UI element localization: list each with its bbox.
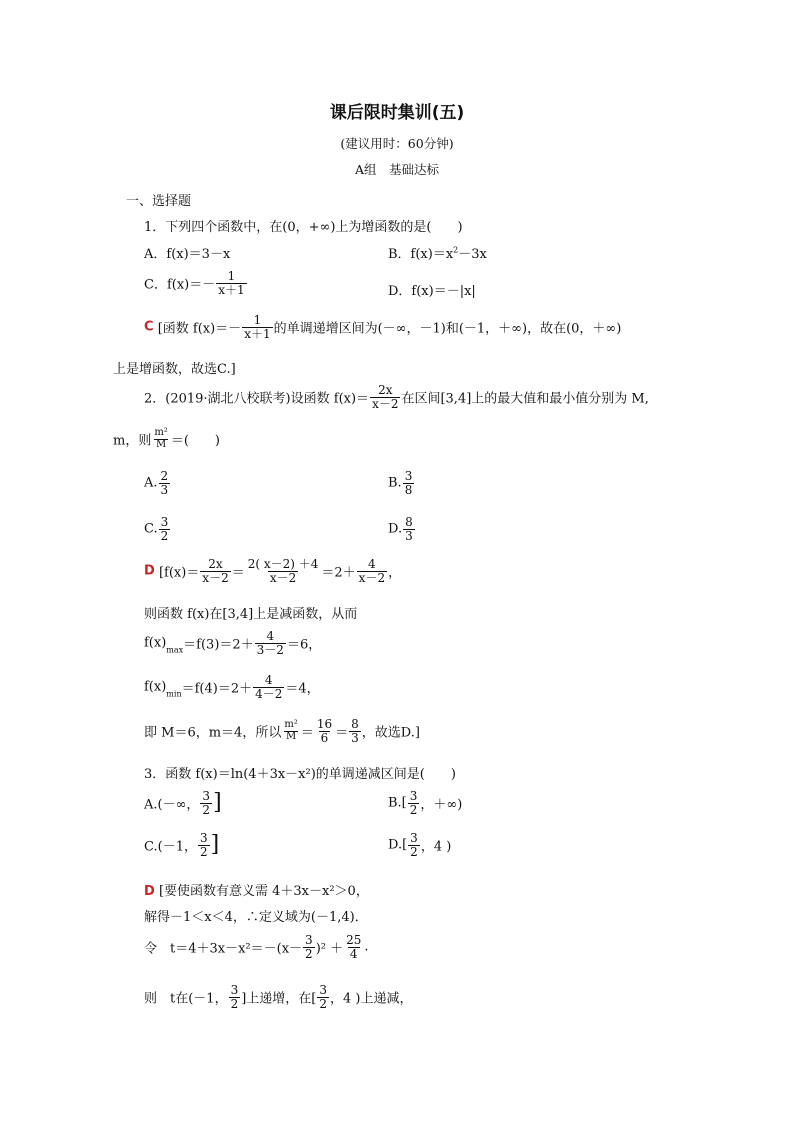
q2-solution-line5: 即 M＝6，m＝4，所以 $\frac{\text{m²}}{M}$ ＝ $\frac{16}{6}$ ＝ $\frac{8}{3}$ ，故选D.] [144,717,420,745]
q1-answer: C [144,319,154,335]
q3-solution-line4: 则 t在(－1， $\frac{3}{2}$ ]上递增，在[ $\frac{3}{2}$ ，4 )上递减， [144,983,413,1011]
q2-option-d: D. $\frac{8}{3}$ [388,515,413,543]
section-heading: 一、选择题 [126,194,192,209]
time-note: (建议用时：60分钟) [340,136,454,151]
page-title: 课后限时集训(五) [329,103,465,123]
q3-solution-line1: D [要使函数有意义需 4＋3x－x²＞0， [144,884,369,899]
q1-solution: C [函数 f(x)＝－ $\frac{1}{x+1}$ 的单调递增区间为(－∞，－1)和(－1，＋∞)，故在(0，＋∞) [144,313,622,341]
q1-option-d: D．f(x)＝－|x| [388,284,476,299]
q1-option-c: C．f(x)＝－ $\frac{1}{x+1}$ [144,269,245,297]
q3-option-a: A.(－∞， $\frac{3}{2}$ ] [144,789,222,817]
q3-solution-line2: 解得－1＜x＜4，∴定义域为(－1,4)． [144,910,368,925]
q2-solution-line3: $f(x)_{max}=f(3)=2+$ $\frac{4}{3-2}$ ＝6， [144,629,322,657]
q3-solution-line3: 令 t＝4＋3x－x²＝－(x－ $\frac{3}{2}$ )² ＋ $\frac{25}{4}$ . [144,933,369,961]
q2-solution-line1: D [f(x)＝ $\frac{2x}{x-2}$ ＝ $\frac{2( x-2) +4}{x-2}$ ＝2＋ $\frac{4}{x-2}$ ， [144,557,402,585]
q2-solution-line4: $f(x)_{min}=f(4)=2+$ $\frac{4}{4-2}$ ＝4， [144,673,320,701]
group-heading: A组 基础达标 [354,162,440,177]
q3-option-b: B.[ $\frac{3}{2}$ ，＋∞) [388,789,463,817]
q3-option-d: D.[ $\frac{3}{2}$ ，4 ) [388,831,452,859]
q2-option-c: C. $\frac{3}{2}$ [144,515,169,543]
q1-option-a: A．f(x)＝3－x [144,247,231,262]
q1-option-b: B．$f(x)=x^2-3x$ [388,245,487,262]
q3-answer: D [144,884,155,899]
q2-option-a: A. $\frac{2}{3}$ [144,469,169,497]
q2-option-b: B. $\frac{3}{8}$ [388,469,413,497]
q1-solution-cont: 上是增函数，故选C.] [113,362,236,377]
q2-answer: D [144,563,155,579]
q3-option-c: C.(－1， $\frac{3}{2}$ ] [144,831,220,859]
q2-stem-cont: m，则 $\frac{\text{m²}}{M}$ ＝( ) [113,427,220,450]
q3-stem: 3．函数 f(x)＝ln(4＋3x－x²)的单调递减区间是( ) [144,767,456,782]
q2-solution-line2: 则函数 f(x)在[3,4]上是减函数，从而 [144,607,358,622]
q2-stem: 2．(2019·湖北八校联考)设函数 f(x)＝ $\frac{2x}{x-2}$ 在区间[3,4]上的最大值和最小值分别为 M, [144,383,649,411]
q1-stem: 1．下列四个函数中，在(0，+∞)上为增函数的是( ) [144,220,463,235]
